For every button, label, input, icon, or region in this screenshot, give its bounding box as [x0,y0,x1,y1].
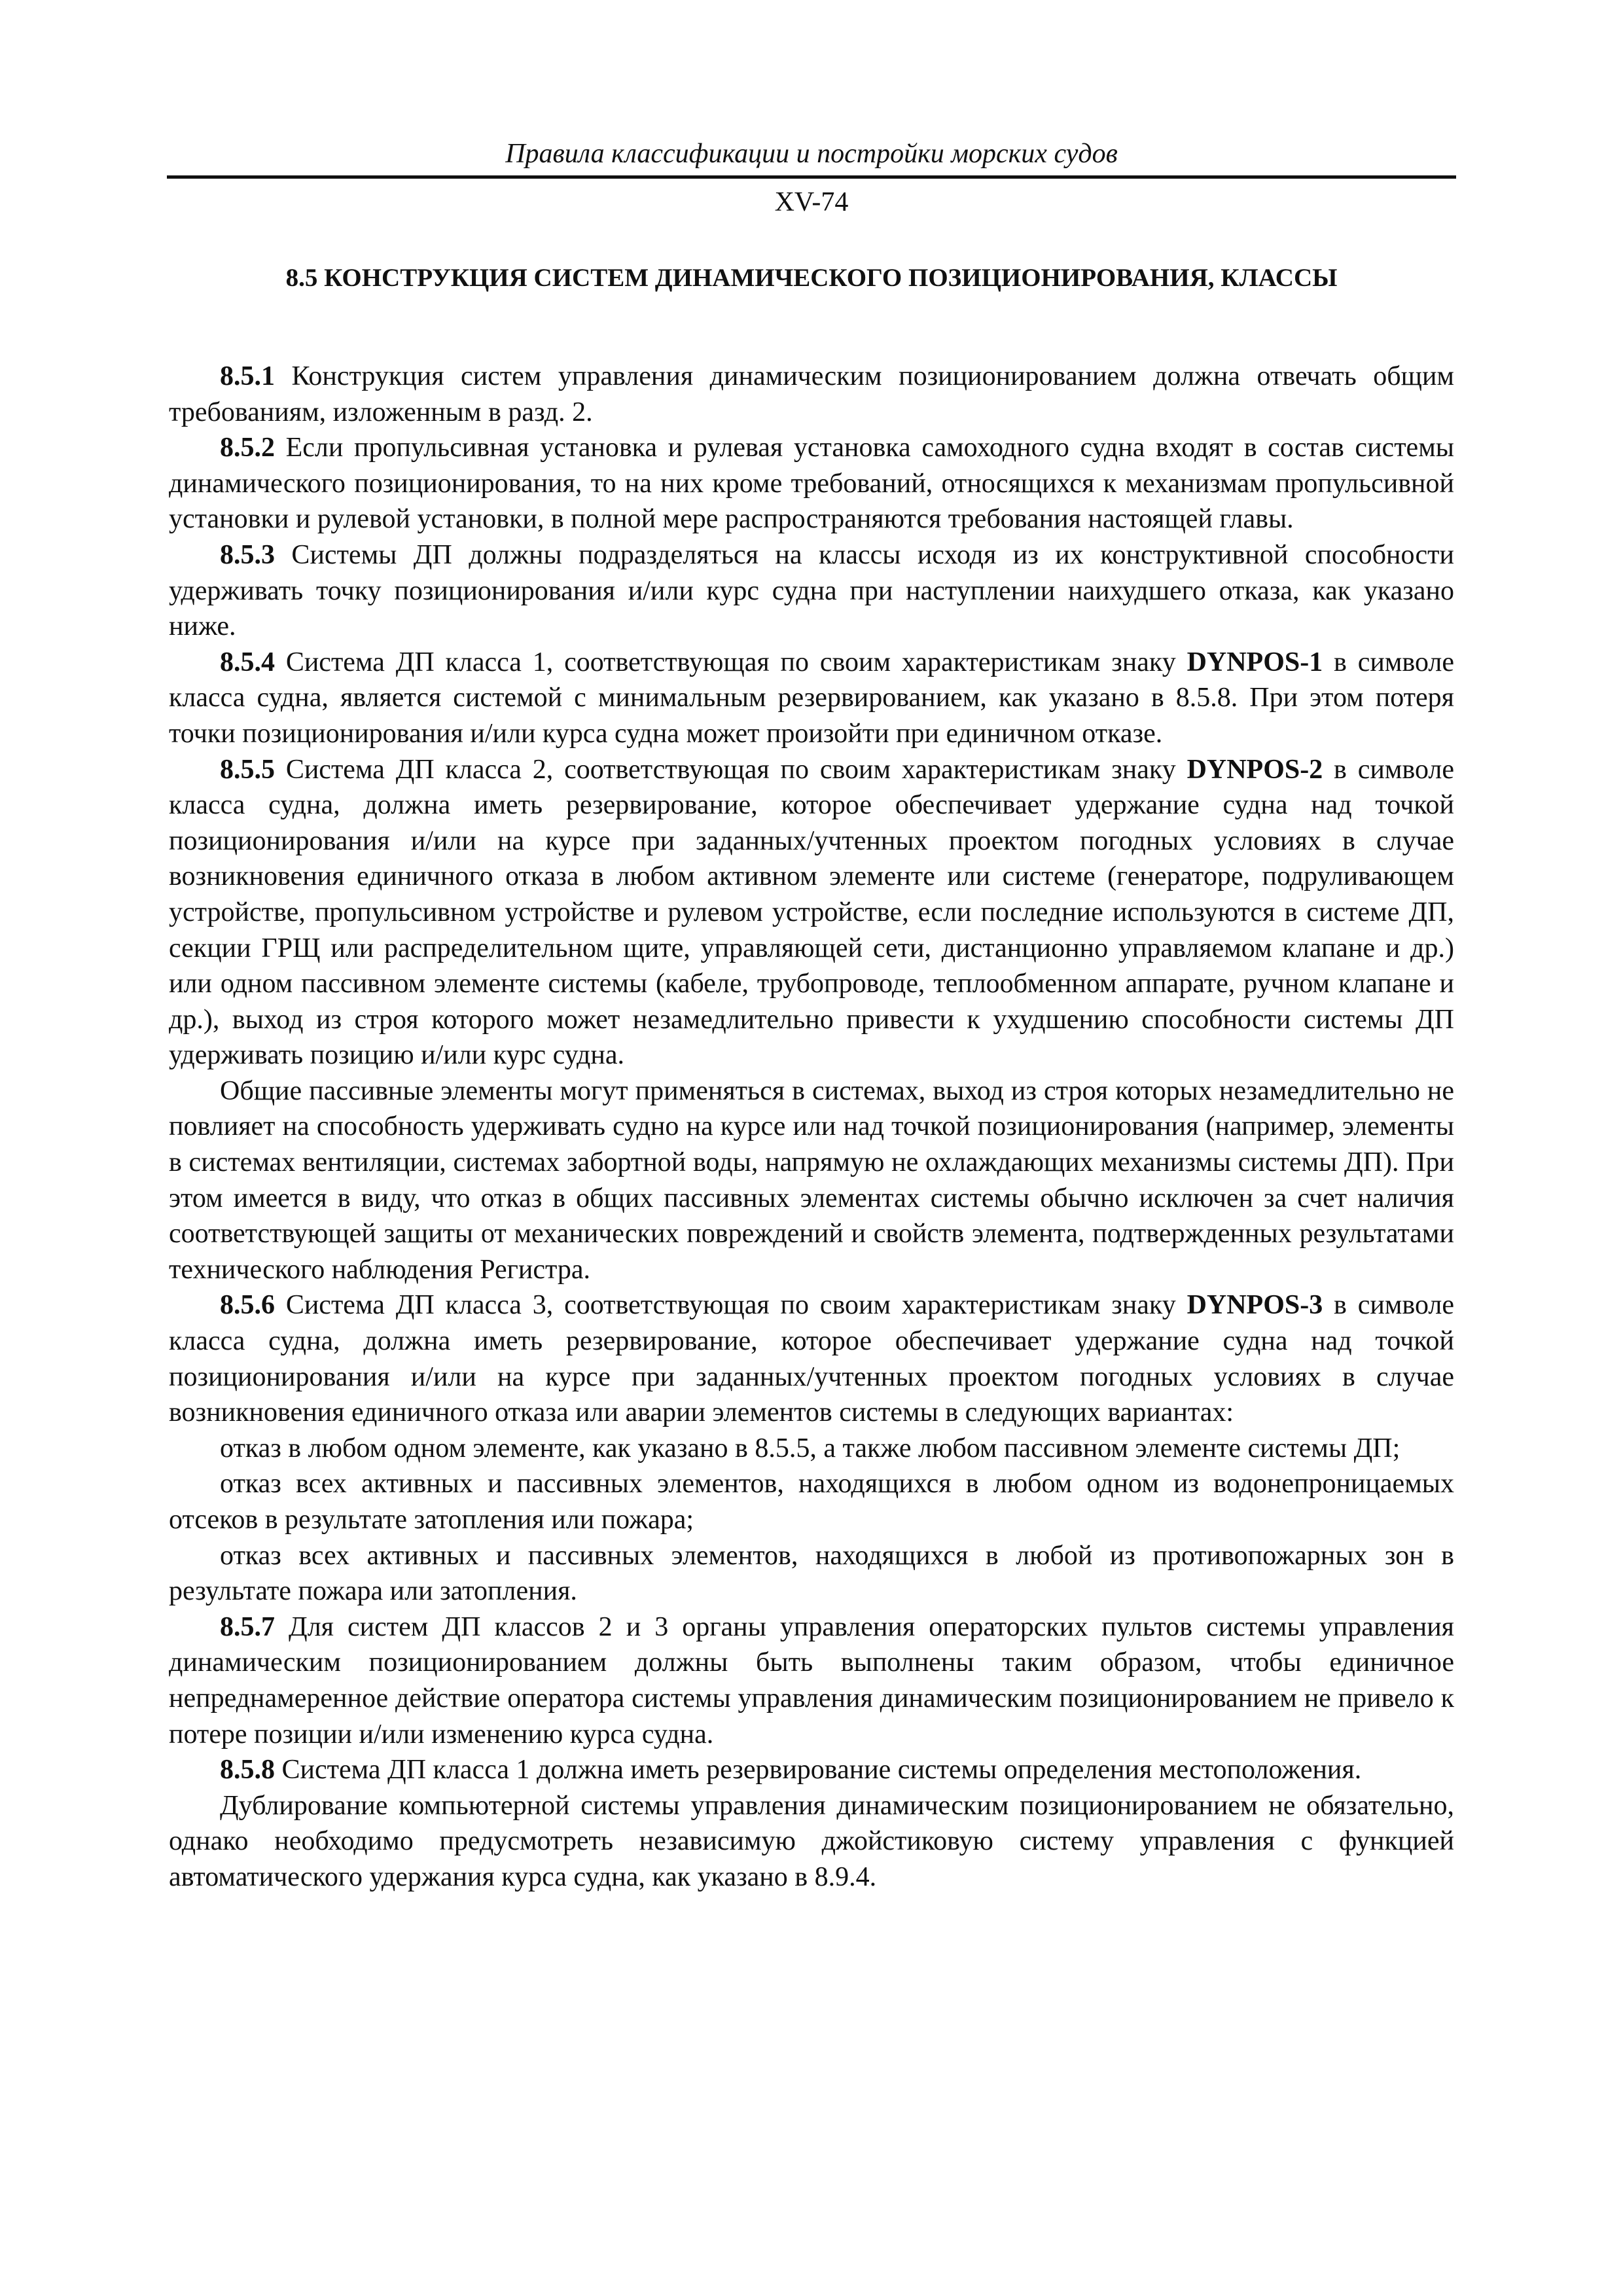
paragraph-text: Для систем ДП классов 2 и 3 органы управления операторских пультов системы управления динамическим позиционированием должны быть выполнены таким образом, чтобы единичное непреднамеренное действие оператора системы управления динамическим позиционированием не привело к потере позиции и/или изменению курса судна. [169,1611,1454,1749]
clause-number: 8.5.2 [220,433,275,463]
paragraph-text: в символе класса судна, должна иметь резервирование, которое обеспечивает удержание судна над точкой позиционирования и/или на курсе при заданных/учтенных проектом погодных условиях в случае возникновения единичного отказа или аварии элементов системы в следующих вариантах: [169,1290,1454,1428]
paragraph-text: Система ДП класса 2, соответствующая по своим характеристикам знаку [275,754,1187,785]
clause-number: 8.5.4 [220,647,275,677]
paragraph-text: Системы ДП должны подразделяться на классы исходя из их конструктивной способности удерживать точку позиционирования и/или курс судна при наступлении наихудшего отказа, как указано ниже. [169,539,1454,642]
paragraph-text: Система ДП класса 3, соответствующая по своим характеристикам знаку [275,1290,1187,1321]
document-body [169,359,1454,1895]
class-notation: DYNPOS-2 [1186,754,1323,785]
section-title: 8.5 КОНСТРУКЦИЯ СИСТЕМ ДИНАМИЧЕСКОГО ПОЗИЦИОНИРОВАНИЯ, КЛАССЫ [285,264,1338,292]
paragraph-text: Конструкция систем управления динамическим позиционированием должна отвечать общим требованиям, изложенным в разд. 2. [169,361,1454,427]
page-number: XV-74 [774,187,849,217]
paragraph-duplication-note: Дублирование компьютерной системы управления динамическим позиционированием не обязательно, однако необходимо предусмотреть независимую джойстиковую систему управления с функцией автоматического удержания курса судна, как указано в 8.9.4. [169,1790,1454,1892]
clause-number: 8.5.7 [220,1611,275,1642]
paragraph-8-5-3 [169,537,1454,645]
paragraph-8-5-2 [169,430,1454,537]
clause-number: 8.5.3 [220,539,275,570]
class-notation: DYNPOS-1 [1186,647,1323,677]
paragraph-8-5-5 [169,752,1454,1073]
paragraph-text: в символе класса судна, должна иметь резервирование, которое обеспечивает удержание судна над точкой позиционирования и/или на курсе при заданных/учтенных проектом погодных условиях в случае возникновения единичного отказа в любом активном элементе или системе (генераторе, подруливающем устройстве, пропульсивном устройстве и рулевом устройстве, если последние используются в системе ДП, секции ГРЩ или распределительном щите, управляющей сети, дистанционно управляемом клапане и др.) или одном пассивном элементе системы (кабеле, трубопроводе, теплообменном аппарате, ручном клапане и др.), выход из строя которого может незамедлительно привести к ухудшению способности системы ДП удерживать позицию и/или курс судна. [169,754,1454,1071]
clause-number: 8.5.5 [220,754,275,785]
paragraph-text: Система ДП класса 1, соответствующая по своим характеристикам знаку [275,647,1187,677]
clause-number: 8.5.6 [220,1290,275,1321]
clause-number: 8.5.1 [220,361,275,391]
failure-variant: отказ в любом одном элементе, как указано в 8.5.5, а также любом пассивном элементе системы ДП; [220,1433,1400,1463]
failure-variant: отказ всех активных и пассивных элементов, находящихся в любом одном из водонепроницаемых отсеков в результате затопления или пожара; [169,1469,1454,1535]
paragraph-text: Если пропульсивная установка и рулевая установка самоходного судна входят в состав системы динамического позиционирования, то на них кроме требований, относящихся к механизмам пропульсивной установки и рулевой установки, в полной мере распространяются требования настоящей главы. [169,433,1454,535]
paragraph-8-5-4 [169,645,1454,752]
paragraph-8-5-6 [169,1287,1454,1430]
paragraph-passive-elements: Общие пассивные элементы могут применяться в системах, выход из строя которых незамедлительно не повлияет на способность удерживать судно на курсе или над точкой позиционирования (например, элементы в системах вентиляции, системах забортной воды, напрямую не охлаждающих механизмы системы ДП). При этом имеется в виду, что отказ в общих пассивных элементах системы обычно исключен за счет наличия соответствующей защиты от механических повреждений и свойств элемента, подтвержденных результатами технического наблюдения Регистра. [169,1075,1454,1285]
class-notation: DYNPOS-3 [1186,1290,1323,1321]
failure-variant: отказ всех активных и пассивных элементов, находящихся в любой из противопожарных зон в результате пожара или затопления. [169,1540,1454,1607]
header-rule [167,175,1456,179]
paragraph-8-5-8 [169,1752,1454,1788]
paragraph-text: Система ДП класса 1 должна иметь резервирование системы определения местоположения. [275,1755,1362,1785]
running-head-title: Правила классификации и постройки морских судов [505,139,1118,169]
paragraph-8-5-7 [169,1609,1454,1752]
paragraph-text: в символе класса судна, является системой с минимальным резервированием, как указано в 8.5.8. При этом потеря точки позиционирования и/или курса судна может произойти при единичном отказе. [169,647,1454,749]
clause-number: 8.5.8 [220,1755,275,1785]
paragraph-8-5-1 [169,359,1454,430]
